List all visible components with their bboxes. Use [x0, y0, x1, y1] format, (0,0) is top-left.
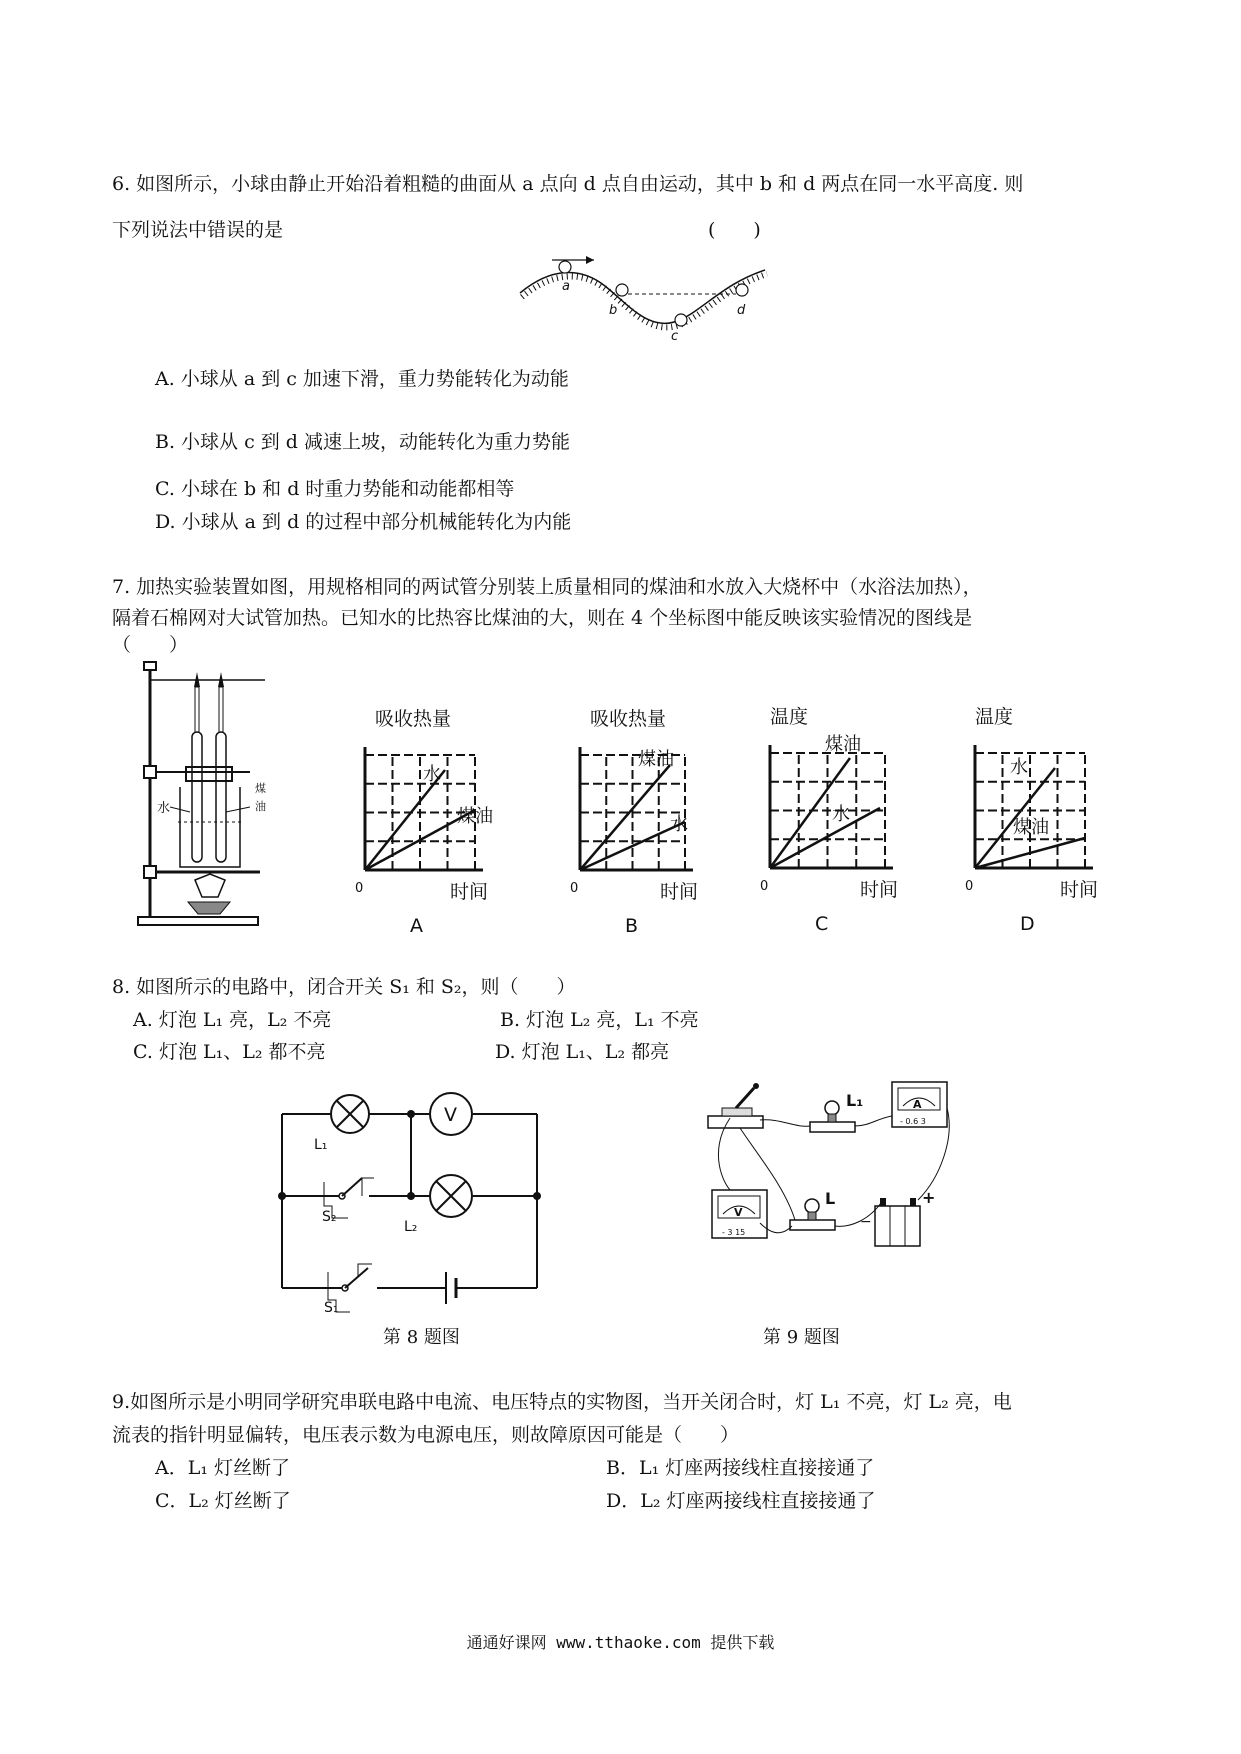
q9-minus-label: −: [860, 1214, 872, 1230]
page-footer: 通通好课网 www.tthaoke.com 提供下载: [466, 1633, 775, 1652]
q6-label-d: d: [737, 303, 746, 318]
q6-answer-paren: ( ): [708, 219, 761, 241]
q8-stem: 8. 如图所示的电路中，闭合开关 S₁ 和 S₂，则（ ）: [112, 976, 576, 998]
q6-label-b: b: [609, 303, 618, 318]
q7-chart-d-origin: 0: [965, 879, 974, 894]
q6-stem-line1: 6. 如图所示，小球由静止开始沿着粗糙的曲面从 a 点向 d 点自由运动，其中 b 和 d 两点在同一水平高度. 则: [112, 173, 1024, 195]
q9-label-l1: L₁: [846, 1091, 864, 1110]
q9-voltmeter: [712, 1190, 767, 1238]
q7-chart-b-letter: B: [625, 915, 639, 937]
q7-chart-a-x-label: 时间: [450, 881, 489, 903]
q9-stem-line1: 9.如图所示是小明同学研究串联电路中电流、电压特点的实物图，当开关闭合时，灯 L₁ 不亮，灯 L₂ 亮，电: [112, 1391, 1012, 1413]
q6-option-c: C. 小球在 b 和 d 时重力势能和动能都相等: [155, 478, 515, 500]
q8-label-l1: L₁: [314, 1137, 328, 1153]
q6-option-b: B. 小球从 c 到 d 减速上坡，动能转化为重力势能: [155, 431, 571, 453]
q7-chart-c-y-label: 温度: [770, 706, 809, 728]
q7-chart-b-upper-line: [580, 765, 670, 870]
q8-label-s1: S₁: [324, 1300, 339, 1316]
q6-label-c: c: [671, 329, 679, 344]
q7-chart-c-letter: C: [815, 913, 829, 935]
q7-chart-a-letter: A: [410, 915, 423, 937]
q9-stem-line2: 流表的指针明显偏转，电压表示数为电源电压，则故障原因可能是（ ）: [112, 1424, 740, 1446]
q8-option-a: A. 灯泡 L₁ 亮，L₂ 不亮: [133, 1009, 332, 1031]
q7-stem-line1: 7. 加热实验装置如图，用规格相同的两试管分别装上质量相同的煤油和水放入大烧杯中（水浴法加热），: [112, 576, 982, 598]
q9-voltmeter-scale: - 3 15: [722, 1228, 746, 1237]
q6-label-a: a: [562, 279, 570, 294]
q7-chart-c-x-label: 时间: [860, 879, 899, 901]
q8-voltmeter-label: V: [444, 1104, 457, 1126]
q8-lamp-l1: [331, 1095, 369, 1133]
q7-chart-d-x-label: 时间: [1060, 879, 1099, 901]
q8-figure-caption: 第 8 题图: [383, 1327, 460, 1348]
q9-option-c: C．L₂ 灯丝断了: [155, 1490, 291, 1512]
q7-apparatus-kerosene-label-2: 油: [255, 800, 266, 813]
q7-chart-d-letter: D: [1020, 913, 1035, 935]
q7-chart-d-y-label: 温度: [975, 706, 1014, 728]
q7-chart-b-y-label: 吸收热量: [590, 708, 667, 730]
q8-circuit-figure: [270, 1078, 550, 1318]
q9-option-b: B．L₁ 灯座两接线柱直接接通了: [606, 1457, 875, 1479]
q8-voltmeter: [430, 1093, 472, 1135]
q7-chart-a-origin: 0: [355, 881, 364, 896]
q7-chart-d-lower-label: 煤油: [1013, 817, 1049, 838]
q9-ammeter-scale: - 0.6 3: [900, 1117, 926, 1126]
q8-option-c: C. 灯泡 L₁、L₂ 都不亮: [133, 1041, 326, 1063]
q7-chart-a-lower-label: 煤油: [457, 806, 493, 827]
q7-stem-line3: （ ）: [112, 634, 189, 656]
q7-chart-a-upper-label: 水: [423, 764, 441, 785]
q7-apparatus-kerosene-label-1: 煤: [255, 782, 266, 795]
q9-voltmeter-label: V: [734, 1206, 743, 1219]
q9-ammeter-label: A: [913, 1098, 922, 1111]
q8-option-d: D. 灯泡 L₁、L₂ 都亮: [495, 1041, 670, 1063]
q6-option-d: D. 小球从 a 到 d 的过程中部分机械能转化为内能: [155, 511, 572, 533]
q9-switch: [708, 1083, 763, 1128]
q8-lamp-l2: [430, 1175, 472, 1217]
q6-option-a: A. 小球从 a 到 c 加速下滑，重力势能转化为动能: [155, 368, 569, 390]
q9-label-l2: L: [825, 1189, 836, 1208]
q8-battery: [446, 1272, 456, 1304]
q7-chart-b-origin: 0: [570, 881, 579, 896]
q7-chart-c-upper-label: 煤油: [825, 734, 861, 755]
q9-figure-caption: 第 9 题图: [763, 1327, 840, 1348]
q7-chart-c-lower-line: [770, 808, 880, 868]
q7-chart-c-lower-label: 水: [832, 804, 850, 825]
q7-chart-b-lower-label: 水: [670, 814, 688, 835]
q7-chart-b-x-label: 时间: [660, 881, 699, 903]
q7-chart-c-origin: 0: [760, 879, 769, 894]
q8-label-l2: L₂: [404, 1219, 418, 1235]
q7-chart-b-upper-label: 煤油: [638, 749, 674, 770]
q7-chart-a-upper-line: [365, 770, 445, 870]
q7-chart-a-y-label: 吸收热量: [375, 708, 452, 730]
q9-option-a: A．L₁ 灯丝断了: [155, 1457, 290, 1479]
q7-apparatus-water-label: 水: [157, 801, 171, 816]
q9-battery: [875, 1198, 920, 1246]
q9-ammeter: [892, 1082, 947, 1127]
q7-chart-d-upper-label: 水: [1010, 757, 1028, 778]
q8-option-b: B. 灯泡 L₂ 亮，L₁ 不亮: [500, 1009, 699, 1031]
q7-stem-line2: 隔着石棉网对大试管加热。已知水的比热容比煤油的大，则在 4 个坐标图中能反映该实验情况的图线是: [112, 607, 973, 629]
q9-option-d: D．L₂ 灯座两接线柱直接接通了: [606, 1490, 876, 1512]
q9-plus-label: +: [922, 1188, 936, 1207]
q8-label-s2: S₂: [322, 1209, 337, 1225]
q9-physical-circuit-figure: [700, 1078, 960, 1278]
q6-stem-line2: 下列说法中错误的是: [112, 219, 284, 241]
